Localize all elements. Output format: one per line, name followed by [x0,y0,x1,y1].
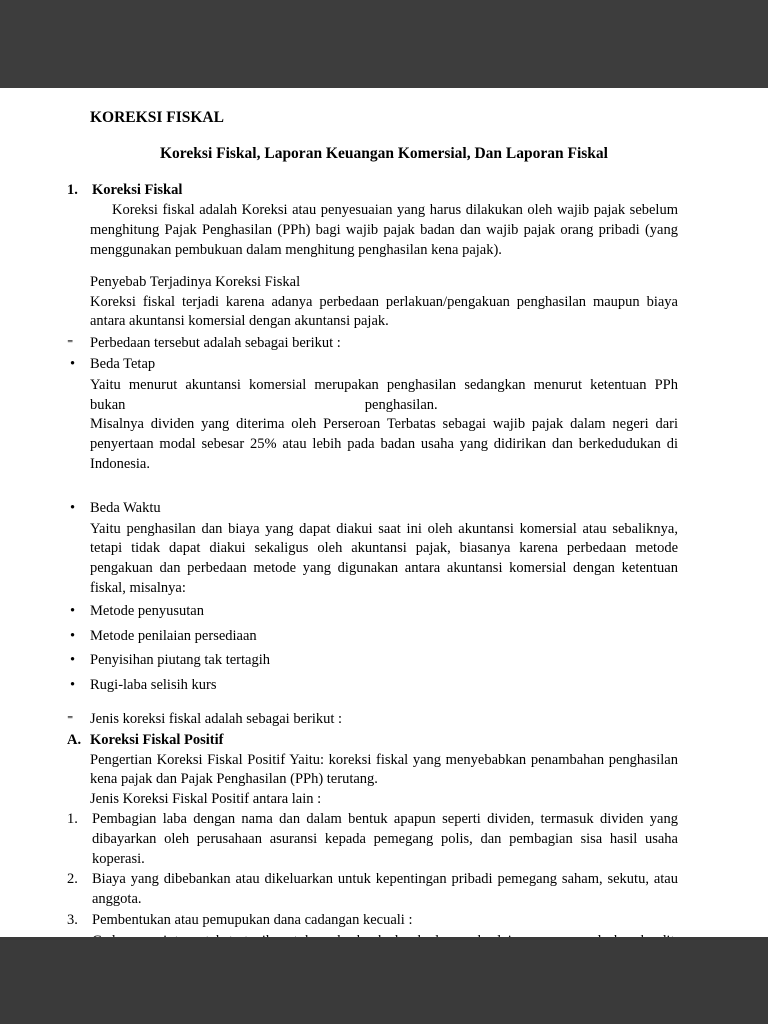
section-a-title: Koreksi Fiskal Positif [90,731,224,748]
list-marker-icon: ⁼ [67,711,74,726]
bullet-beda-tetap [70,355,678,375]
marker-line-differences-text: Perbedaan tersebut adalah sebagai berikut : [90,335,341,352]
positif-definition-paragraph: Pengertian Koreksi Fiskal Positif Yaitu: koreksi fiskal yang menyebabkan penambahan penghasilan kena pajak dan Pajak Penghasilan (PPh) terutang. [90,751,678,788]
section-1-heading [67,181,678,201]
marker-line-differences [67,334,678,354]
bullet-icon: • [70,602,76,619]
list-marker-icon: ⁼ [67,336,74,351]
section-a-heading [67,731,678,751]
beda-tetap-desc-line1: Yaitu menurut akuntansi komersial merupakan penghasilan sedangkan menurut ketentuan PPh [90,376,678,393]
cause-body-paragraph: Koreksi fiskal terjadi karena adanya perbedaan perlakuan/pengakuan penghasilan maupun biaya antara akuntansi komersial dengan akuntansi pajak. [90,293,678,330]
beda-tetap-word-bukan: bukan [90,396,126,413]
beda-tetap-word-penghasilan: penghasilan. [364,396,438,413]
bullet-icon: • [70,355,76,372]
section-1-number: 1. [67,181,78,198]
bullet-icon: • [70,652,76,669]
item-number: 2. [67,871,78,888]
bullet-icon: • [70,499,76,516]
viewer-top-bar [0,0,768,88]
list-item-text: Rugi-laba selisih kurs [90,677,217,694]
section-1-title: Koreksi Fiskal [92,181,183,198]
item-text: Biaya yang dibebankan atau dikeluarkan untuk kepentingan pribadi pemegang saham, sekutu, atau anggota. [92,871,678,908]
beda-waktu-methods-list [70,602,678,696]
document-subtitle: Koreksi Fiskal, Laporan Keuangan Komersial, Dan Laporan Fiskal [160,144,608,162]
beda-tetap-example-paragraph: Misalnya dividen yang diterima oleh Perseroan Terbatas sebagai wajib pajak dalam negeri dari penyertaan modal sebesar 25% atau lebih pada badan usaha yang didirikan dan berkedudukan di Indonesia. [90,416,678,472]
item-number: 3. [67,911,78,928]
marker-line-types-text: Jenis koreksi fiskal adalah sebagai berikut : [90,710,343,727]
list-item [70,627,678,647]
positif-list-intro: Jenis Koreksi Fiskal Positif antara lain : [90,791,322,808]
justify-filler [677,396,678,416]
beda-tetap-title: Beda Tetap [90,355,156,372]
section-a-letter: A. [67,731,82,748]
bullet-icon: • [70,677,76,694]
list-item-text: Penyisihan piutang tak tertagih [90,652,271,669]
marker-line-types [67,710,678,730]
document-title: KOREKSI FISKAL [90,109,224,126]
item-text: Pembagian laba dengan nama dan dalam bentuk apapun seperti dividen, termasuk dividen yang dibayarkan oleh perusahaan asuransi kepada pemegang polis, dan pembagian sisa hasil usaha koperasi. [92,810,678,867]
section-1-intro-paragraph: Koreksi fiskal adalah Koreksi atau penyesuaian yang harus dilakukan oleh wajib pajak sebelum menghitung Pajak Penghasilan (PPh) bagi wajib pajak badan dan wajib pajak orang pribadi (yang menggunakan pembukuan dalam menghitung penghasilan kena pajak). [90,202,678,258]
list-item-text: Metode penilaian persediaan [90,627,257,644]
document-page [0,88,768,937]
beda-waktu-title: Beda Waktu [90,499,161,516]
beda-waktu-body-paragraph: Yaitu penghasilan dan biaya yang dapat diakui saat ini oleh akuntansi komersial atau sebaliknya, tetapi tidak dapat diakui sekaligus oleh akuntansi pajak, biasanya karena perbedaan metode pengakuan dan perbedaan metode yang digunakan antara akuntansi komersial dengan ketentuan fiskal, misalnya: [90,520,678,596]
bullet-beda-waktu [70,499,678,519]
item-number: 1. [67,810,78,827]
bullet-icon: • [70,627,76,644]
beda-tetap-desc-line2 [90,396,678,416]
item-text: Pembentukan atau pemupukan dana cadangan kecuali : [92,911,413,928]
viewer-bottom-bar [0,937,768,1024]
document-content [0,88,768,991]
cause-title: Penyebab Terjadinya Koreksi Fiskal [90,273,301,290]
list-item [70,651,678,671]
numbered-item [67,870,678,910]
numbered-item [67,911,678,931]
numbered-item [67,810,678,869]
list-item [70,676,678,696]
list-item-text: Metode penyusutan [90,602,204,619]
list-item [70,602,678,622]
